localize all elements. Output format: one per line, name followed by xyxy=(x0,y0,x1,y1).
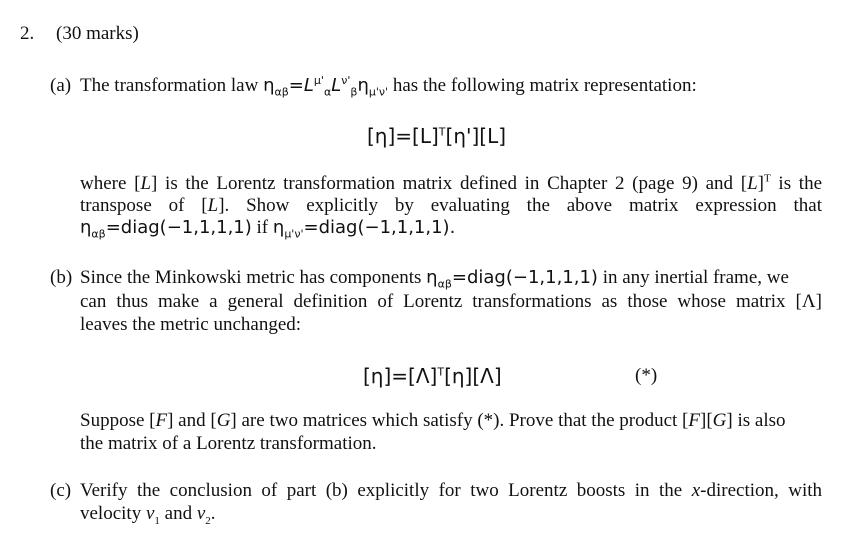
part-a-intro-text-2: has the following matrix representation: xyxy=(392,75,697,96)
transformation-law: $\eta_{\alpha\beta}=L^{\mu'}_\alpha L^{\nu'}_\beta\eta_{\mu'\nu'}$ xyxy=(263,74,389,99)
part-b-suppose-line2: the matrix of a Lorentz transformation. xyxy=(80,433,377,454)
part-b-label: (b) xyxy=(50,267,73,288)
part-b-line2: can thus make a general definition of Lorentz transformations as those whose matrix [Λ] xyxy=(80,291,822,312)
part-c-label: (c) xyxy=(50,480,72,501)
part-a-label: (a) xyxy=(50,75,72,96)
part-b-suppose-line1: Suppose [F] and [G] are two matrices which satisfy (*). Prove that the product [F][G] is also xyxy=(80,410,786,431)
part-b-line1: Since the Minkowski metric has components $\eta_{\alpha\beta}=diag(-1,1,1,1)$ in any inertial frame, we xyxy=(80,267,789,291)
part-a-where-line3: $\eta_{\alpha\beta}=diag(-1,1,1,1)$ if $\eta_{\mu'\nu'}=diag(-1,1,1,1)$. xyxy=(80,217,456,241)
part-a-intro xyxy=(80,74,697,98)
part-a-intro-text: The transformation law xyxy=(80,75,259,96)
part-b-equation: $[\eta]=[\Lambda]^T[\eta][\Lambda]$ xyxy=(363,364,502,388)
part-c-line2: velocity $v_1$ and $v_2$. xyxy=(80,503,216,527)
part-b-line3: leaves the metric unchanged: xyxy=(80,314,302,335)
part-c-line1: Verify the conclusion of part (b) explicitly for two Lorentz boosts in the x-direction, with xyxy=(80,480,823,501)
question-number: 2. xyxy=(20,23,35,44)
part-a-equation: $[\eta]=[L]^T[\eta'][L]$ xyxy=(367,124,507,148)
part-a-where-line1: where [L] is the Lorentz transformation matrix defined in Chapter 2 (page 9) and $[L]^T$ is the xyxy=(80,172,823,194)
part-a-where-line2: transpose of [L]. Show explicitly by evaluating the above matrix expression that xyxy=(80,195,822,216)
question-marks: (30 marks) xyxy=(56,23,139,44)
part-b-equation-tag: (*) xyxy=(635,365,658,386)
